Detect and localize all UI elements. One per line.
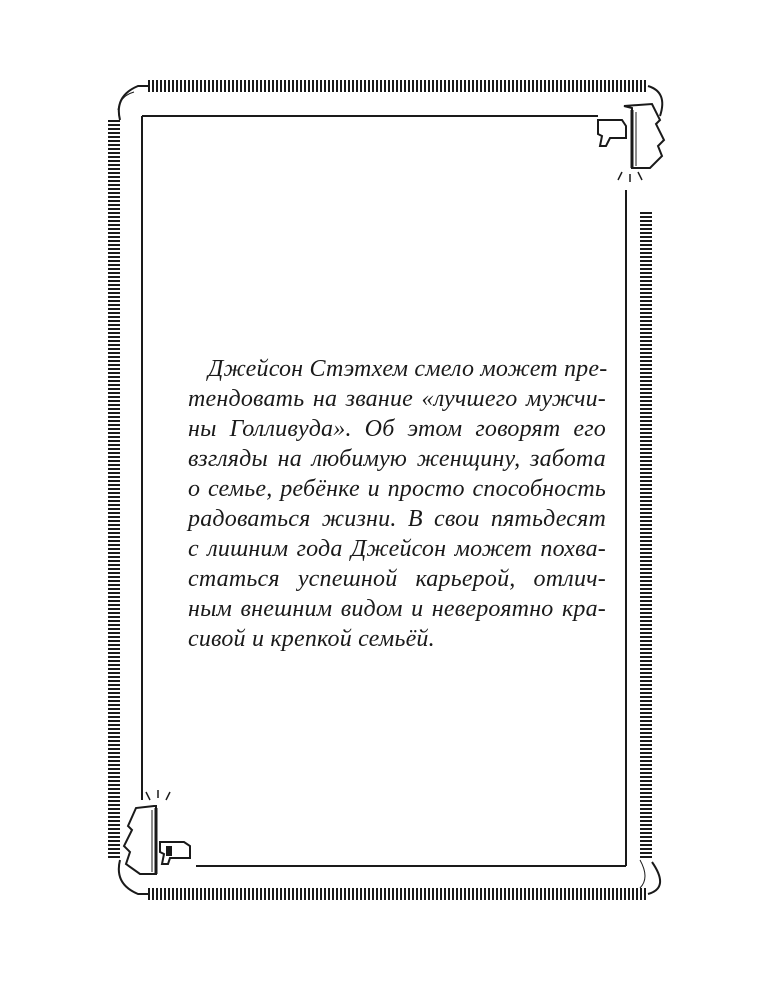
paragraph-line: ным внешним видом и невероятно кра- <box>188 596 606 622</box>
detective-with-gun-icon <box>124 790 190 874</box>
paragraph-line: с лишним года Джейсон может похва- <box>188 536 606 562</box>
body-paragraph <box>188 354 606 654</box>
paragraph-line: радоваться жизни. В свои пятьдесят <box>188 506 606 532</box>
detective-with-gun-icon <box>598 104 664 182</box>
paragraph-line: статься успешной карьерой, отлич- <box>188 566 606 592</box>
paragraph-line: Джейсон Стэтхем смело может пре- <box>208 356 608 382</box>
paragraph-line: тендовать на звание «лучшего мужчи- <box>188 386 606 412</box>
paragraph-line: взгляды на любимую женщину, забота <box>188 446 606 472</box>
paragraph-line: сивой и крепкой семьёй. <box>188 626 435 652</box>
paragraph-line: о семье, ребёнке и просто способность <box>188 476 606 502</box>
paragraph-line: ны Голливуда». Об этом говорят его <box>188 416 606 442</box>
